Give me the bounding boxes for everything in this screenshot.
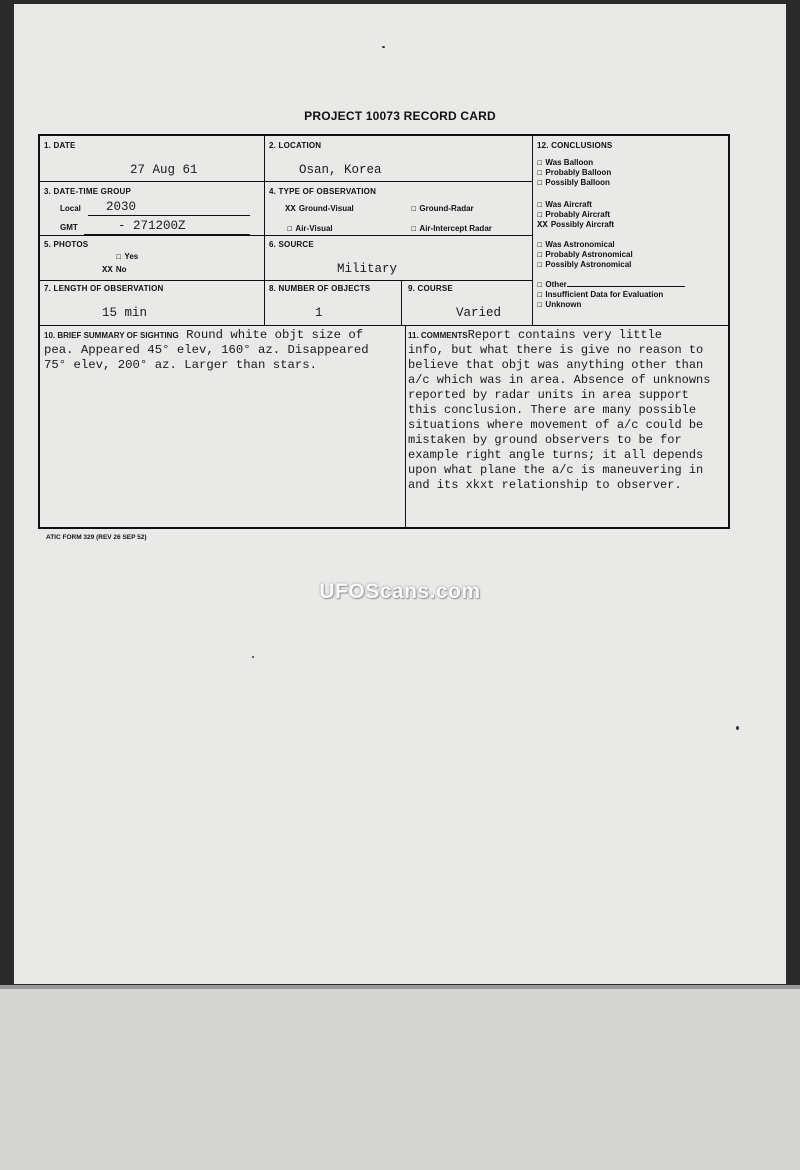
num-objects-cell bbox=[265, 281, 402, 326]
location-cell bbox=[265, 136, 533, 182]
conclusion-group-astronomical: ☐ Was Astronomical ☐ Probably Astronomical ☐ Possibly Astronomical bbox=[537, 240, 633, 270]
summary-label: 10. BRIEF SUMMARY OF SIGHTING bbox=[44, 331, 179, 340]
ground-visual-mark: XX bbox=[285, 204, 296, 214]
location-label: 2. LOCATION bbox=[269, 141, 322, 150]
course-cell bbox=[402, 281, 533, 326]
possibly-aircraft-mark: XX bbox=[537, 220, 548, 230]
ground-radar-text: Ground-Radar bbox=[419, 204, 474, 213]
date-cell bbox=[40, 136, 265, 182]
summary-cell bbox=[40, 326, 406, 527]
course-label: 9. COURSE bbox=[408, 284, 453, 293]
local-value: 2030 bbox=[106, 200, 137, 214]
photos-label: 5. PHOTOS bbox=[44, 240, 89, 249]
source-label: 6. SOURCE bbox=[269, 240, 314, 249]
record-card-sheet bbox=[14, 4, 786, 984]
gmt-value: - 271200Z bbox=[118, 219, 186, 233]
air-intercept-text: Air-Intercept Radar bbox=[419, 224, 492, 233]
ground-visual-option bbox=[285, 204, 354, 214]
photos-yes-option: ☐ Yes bbox=[116, 252, 139, 262]
location-value: Osan, Korea bbox=[299, 163, 382, 177]
course-value: Varied bbox=[456, 306, 502, 320]
form-id: ATIC FORM 329 (REV 26 SEP 52) bbox=[46, 534, 147, 541]
source-value: Military bbox=[337, 262, 398, 276]
speck bbox=[382, 46, 385, 48]
dtg-label: 3. DATE-TIME GROUP bbox=[44, 187, 132, 196]
lower-background bbox=[0, 985, 800, 1170]
gmt-label: GMT bbox=[60, 223, 78, 232]
air-intercept-option: ☐ Air-Intercept Radar bbox=[411, 224, 492, 234]
dtg-cell bbox=[40, 182, 265, 236]
date-value: 27 Aug 61 bbox=[130, 163, 198, 177]
speck bbox=[736, 726, 739, 730]
photos-no-mark: XX bbox=[102, 265, 113, 275]
card-title: PROJECT 10073 RECORD CARD bbox=[304, 109, 496, 123]
speck bbox=[252, 656, 254, 658]
lower-edge bbox=[0, 985, 800, 989]
air-visual-text: Air-Visual bbox=[295, 224, 333, 233]
photos-no-option bbox=[102, 265, 126, 275]
conclusion-group-aircraft: ☐ Was Aircraft ☐ Probably Aircraft XX Possibly Aircraft bbox=[537, 200, 615, 230]
record-card bbox=[38, 134, 730, 529]
type-cell bbox=[265, 182, 533, 236]
summary-text: 10. BRIEF SUMMARY OF SIGHTING Round white objt size of pea. Appeared 45° elev, 160° az. Disappeared 75° elev, 200° az. Larger than stars. bbox=[44, 328, 369, 372]
photos-yes-text: Yes bbox=[124, 252, 139, 261]
length-cell bbox=[40, 281, 265, 326]
photos-cell bbox=[40, 236, 265, 281]
date-label: 1. DATE bbox=[44, 141, 76, 150]
air-visual-option: ☐ Air-Visual bbox=[287, 224, 333, 234]
num-objects-label: 8. NUMBER OF OBJECTS bbox=[269, 284, 371, 293]
type-label: 4. TYPE OF OBSERVATION bbox=[269, 187, 377, 196]
source-cell bbox=[265, 236, 533, 281]
comments-text: 11. COMMENTSReport contains very little info, but what there is give no reason to believe that objt was anything other than a/c which was in area. Absence of unknowns reported by radar units in area support this conclusion. There are many possible situations where movement of a/c could be mistaken by ground observers to be for example right angle turns; it all depends upon what plane the a/c is maneuvering in and its xkxt relationship to observer. bbox=[408, 328, 711, 492]
num-objects-value: 1 bbox=[315, 306, 323, 320]
photos-no-text: No bbox=[115, 265, 127, 274]
comments-label: 11. COMMENTS bbox=[408, 331, 468, 340]
gmt-line bbox=[84, 234, 250, 235]
local-line bbox=[88, 215, 250, 216]
local-label: Local bbox=[60, 204, 81, 213]
conclusions-cell bbox=[533, 136, 728, 326]
ground-radar-option: ☐ Ground-Radar bbox=[411, 204, 474, 214]
conclusions-label: 12. CONCLUSIONS bbox=[537, 141, 613, 150]
length-label: 7. LENGTH OF OBSERVATION bbox=[44, 284, 164, 293]
length-value: 15 min bbox=[102, 306, 148, 320]
conclusion-group-other: ☐ Other ☐ Insufficient Data for Evaluation ☐ Unknown bbox=[537, 280, 685, 310]
conclusion-group-balloon: ☐ Was Balloon ☐ Probably Balloon ☐ Possibly Balloon bbox=[537, 158, 612, 188]
ground-visual-text: Ground-Visual bbox=[298, 204, 354, 213]
comments-cell bbox=[406, 326, 728, 527]
watermark: UFOScans.com bbox=[319, 580, 481, 603]
